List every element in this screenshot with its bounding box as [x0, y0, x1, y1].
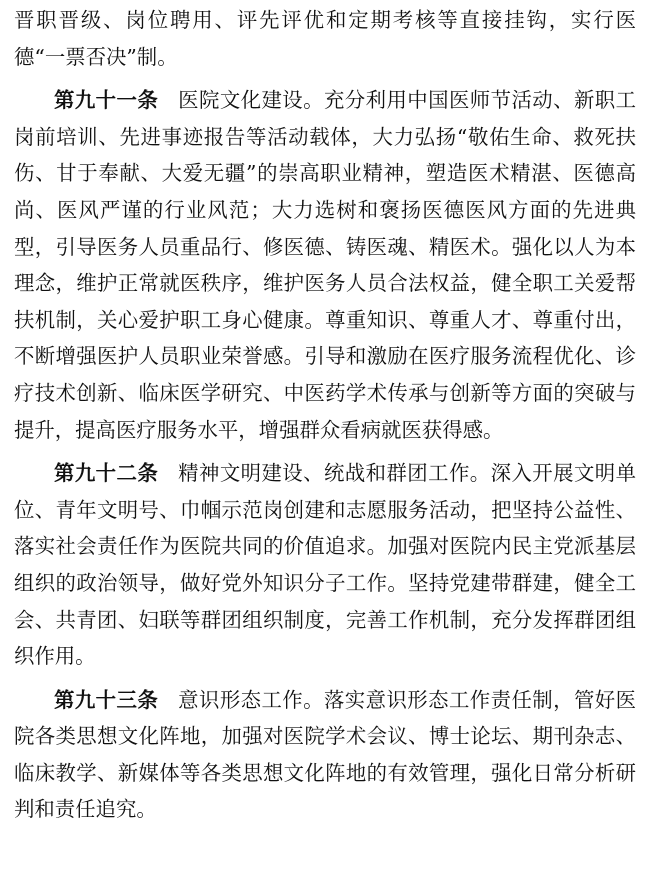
article-92 [14, 455, 636, 675]
article-body: 精神文明建设、统战和群团工作。深入开展文明单位、青年文明号、巾帼示范岗创建和志愿服务活动，把坚持公益性、落实社会责任作为医院共同的价值追求。加强对医院内民主党派基层组织的政治领导，做好党外知识分子工作。坚持党建带群建，健全工会、共青团、妇联等群团组织制度，完善工作机制，充分发挥群团组织作用。 [14, 461, 636, 669]
article-number: 第九十二条 [54, 461, 159, 486]
article-body: 意识形态工作。落实意识形态工作责任制，管好医院各类思想文化阵地，加强对医院学术会议、博士论坛、期刊杂志、临床教学、新媒体等各类思想文化阵地的有效管理，强化日常分析研判和责任追究。 [14, 687, 636, 822]
article-body: 医院文化建设。充分利用中国医师节活动、新职工岗前培训、先进事迹报告等活动载体，大力弘扬“敬佑生命、救死扶伤、甘于奉献、大爱无疆”的崇高职业精神，塑造医术精湛、医德高尚、医风严谨的行业风范；大力选树和褒扬医德医风方面的先进典型，引导医务人员重品行、修医德、铸医魂、精医术。强化以人为本理念，维护正常就医秩序，维护医务人员合法权益，健全职工关爱帮扶机制，关心爱护职工身心健康。尊重知识、尊重人才、尊重付出，不断增强医护人员职业荣誉感。引导和激励在医疗服务流程优化、诊疗技术创新、临床医学研究、中医药学术传承与创新等方面的突破与提升，提高医疗服务水平，增强群众看病就医获得感。 [14, 88, 636, 442]
document-page [14, 0, 636, 828]
article-number: 第九十一条 [54, 88, 159, 113]
continuation-paragraph: 晋职晋级、岗位聘用、评先评优和定期考核等直接挂钩，实行医德“一票否决”制。 [14, 8, 636, 69]
article-91 [14, 82, 636, 448]
article-93 [14, 682, 636, 828]
article-number: 第九十三条 [54, 687, 159, 712]
